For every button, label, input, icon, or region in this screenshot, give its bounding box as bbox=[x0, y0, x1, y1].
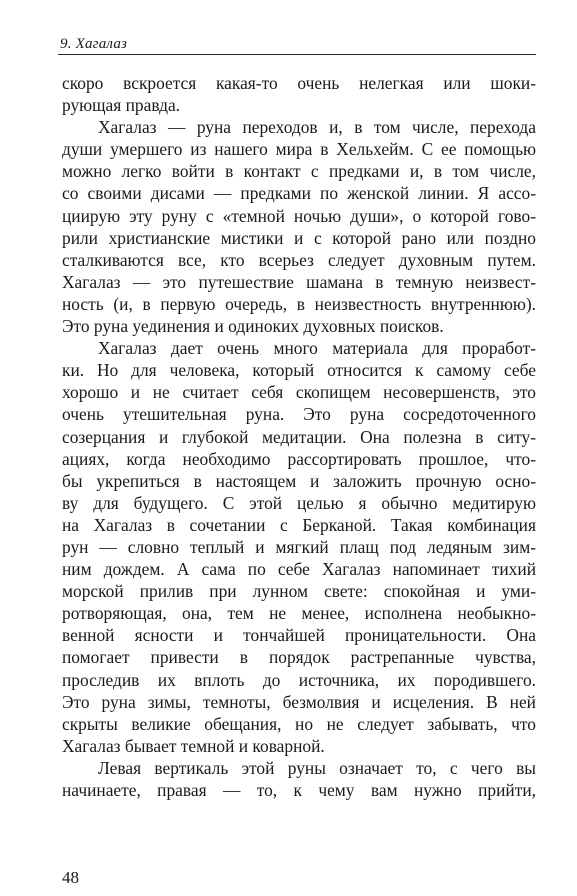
body-text bbox=[62, 72, 536, 801]
text-line: души умершего из нашего мира в Хельхейм. С ее помощью bbox=[62, 139, 536, 160]
text-line: рили христианские мистики и с которой рано или поздно bbox=[62, 227, 536, 248]
text-line: скрыты великие обещания, но не следует забывать, что bbox=[62, 713, 536, 734]
text-line: ность (и, в первую очередь, в неизвестность внутреннюю). bbox=[62, 293, 536, 314]
text-line: ациях, когда необходимо рассортировать прошлое, что- bbox=[62, 448, 536, 469]
text-line: Хагалаз бывает темной и коварной. bbox=[62, 735, 325, 756]
text-line: на Хагалаз в сочетании с Берканой. Такая комбинация bbox=[62, 514, 536, 535]
page-number: 48 bbox=[62, 868, 79, 887]
text-line: бы укрепиться в настоящем и заложить прочную осно- bbox=[62, 470, 536, 491]
text-line: ним дождем. А сама по себе Хагалаз напоминает тихий bbox=[62, 559, 536, 580]
text-line: Хагалаз — это путешествие шамана в темную неизвест- bbox=[62, 271, 536, 292]
text-line: венной ясности и тончайшей проницательности. Она bbox=[62, 625, 536, 646]
chapter-title: 9. Хагалаз bbox=[60, 36, 128, 52]
text-line: проследив их вплоть до источника, их породившего. bbox=[62, 669, 536, 690]
text-line: созерцания и глубокой медитации. Она полезна в ситу- bbox=[62, 426, 536, 447]
text-line: очень утешительная руна. Это руна сосредоточенного bbox=[62, 404, 536, 425]
text-line: ки. Но для человека, который относится к самому себе bbox=[62, 360, 536, 381]
text-line: Хагалаз дает очень много материала для проработ- bbox=[98, 338, 536, 359]
text-line: Хагалаз — руна переходов и, в том числе, перехода bbox=[98, 117, 536, 138]
text-line: хорошо и не считает себя скопищем несовершенств, это bbox=[62, 382, 536, 403]
text-line: морской прилив при лунном свете: спокойная и уми- bbox=[62, 581, 536, 602]
text-line: Это руна зимы, темноты, безмолвия и исцеления. В ней bbox=[62, 691, 536, 712]
text-line: рун — словно теплый и мягкий плащ под ледяным зим- bbox=[62, 536, 536, 557]
text-line: со своими дисами — предками по женской линии. Я ассо- bbox=[62, 183, 536, 204]
running-header bbox=[58, 34, 536, 55]
text-line: помогает привести в порядок растрепанные чувства, bbox=[62, 647, 536, 668]
text-line: можно легко войти в контакт с предками и, в том числе, bbox=[62, 161, 536, 182]
text-line: Это руна уединения и одиноких духовных поисков. bbox=[62, 316, 444, 337]
text-line: сталкиваются все, кто всерьез следует духовным путем. bbox=[62, 249, 536, 270]
text-line: ротворяющая, она, тем не менее, исполнена необыкно- bbox=[62, 603, 536, 624]
text-line: циирую эту руну с «темной ночью души», о которой гово- bbox=[62, 205, 536, 226]
text-line: Левая вертикаль этой руны означает то, с чего вы bbox=[98, 757, 536, 778]
text-line: начинаете, правая — то, к чему вам нужно прийти, bbox=[62, 780, 536, 800]
text-line: скоро вскроется какая-то очень нелегкая или шоки- bbox=[62, 73, 536, 93]
text-line: ву для будущего. С этой целью я обычно медитирую bbox=[62, 492, 536, 513]
text-line: рующая правда. bbox=[62, 95, 181, 116]
